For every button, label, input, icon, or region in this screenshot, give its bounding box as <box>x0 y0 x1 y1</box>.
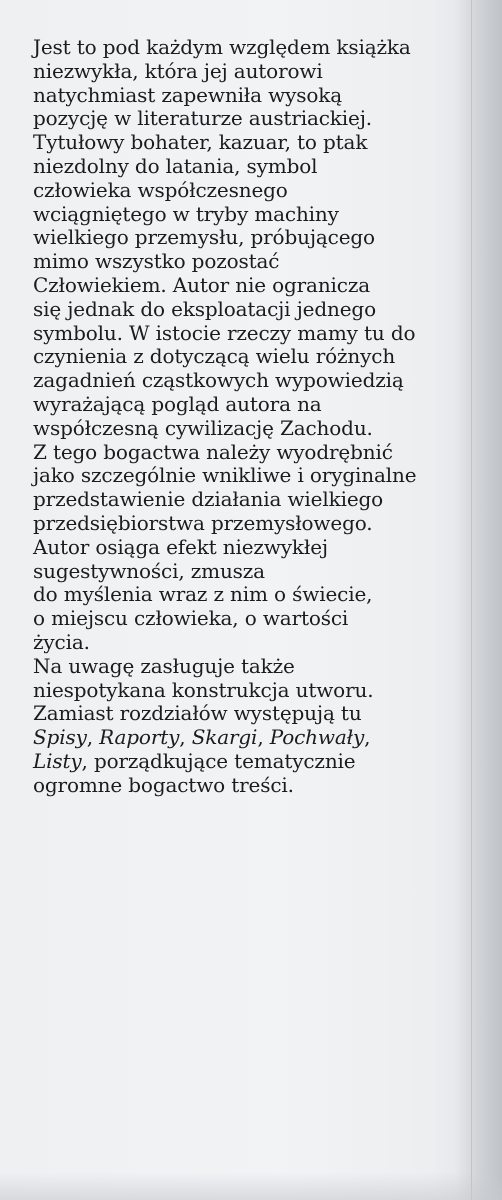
italic-listy: Listy <box>33 748 82 773</box>
text-line: niezdolny do latania, symbol <box>33 153 318 178</box>
text-line: życia. <box>33 629 90 654</box>
text-line: Z tego bogactwa należy wyodrębnić <box>33 439 393 464</box>
text-line: Autor osiąga efekt niezwykłej <box>33 534 328 559</box>
text-line: pozycję w literaturze austriackiej. <box>33 106 372 131</box>
text-line: czynienia z dotyczącą wielu różnych <box>33 344 396 369</box>
text-line: Człowiekiem. Autor nie ogranicza <box>33 272 371 297</box>
text-line: współczesną cywilizację Zachodu. <box>33 415 373 440</box>
text-line: wielkiego przemysłu, próbującego <box>33 225 375 250</box>
text-line: się jednak do eksploatacji jednego <box>33 296 376 321</box>
page-edge-line <box>471 0 472 1200</box>
text-line: Tytułowy bohater, kazuar, to ptak <box>33 130 368 155</box>
italic-pochwaly: Pochwały <box>269 725 365 750</box>
text-line-listy <box>33 750 463 774</box>
text-line: ogromne bogactwo treści. <box>33 772 294 797</box>
text-line: wyrażającą pogląd autora na <box>33 391 322 416</box>
text-line-section-names <box>33 726 463 750</box>
text-line: natychmiast zapewniła wysoką <box>33 82 342 107</box>
italic-spisy: Spisy <box>33 725 87 750</box>
italic-skargi: Skargi <box>191 725 258 750</box>
text-line: przedstawienie działania wielkiego <box>33 487 384 512</box>
text-line: Jest to pod każdym względem książka <box>33 35 411 59</box>
text-line: wciągniętego w tryby machiny <box>33 201 339 226</box>
text-line: niespotykana konstrukcja utworu. <box>33 677 374 702</box>
text-line: Na uwagę zasługuje także <box>33 653 295 678</box>
page-bottom-shadow <box>0 1172 502 1200</box>
text-line: jako szczególnie wnikliwe i oryginalne <box>33 463 417 488</box>
separator: , <box>179 725 192 750</box>
italic-raporty: Raporty <box>99 725 180 750</box>
text-line: niezwykła, która jej autorowi <box>33 58 323 83</box>
separator: , <box>86 725 100 750</box>
text-line: człowieka współczesnego <box>33 177 288 202</box>
separator: , <box>257 725 270 750</box>
text-line: Zamiast rozdziałów występują tu <box>33 701 362 726</box>
text-line: zagadnień cząstkowych wypowiedzią <box>33 368 404 393</box>
text-line: do myślenia wraz z nim o świecie, <box>33 582 373 607</box>
separator: , <box>364 725 371 750</box>
text-fragment: , porządkujące tematycznie <box>81 748 356 773</box>
text-line: o miejscu człowieka, o wartości <box>33 606 349 631</box>
blurb-text <box>33 36 463 798</box>
text-line: przedsiębiorstwa przemysłowego. <box>33 510 373 535</box>
text-line: symbolu. W istocie rzeczy mamy tu do <box>33 320 416 345</box>
text-line: mimo wszystko pozostać <box>33 249 280 274</box>
text-line: sugestywności, zmusza <box>33 558 265 583</box>
